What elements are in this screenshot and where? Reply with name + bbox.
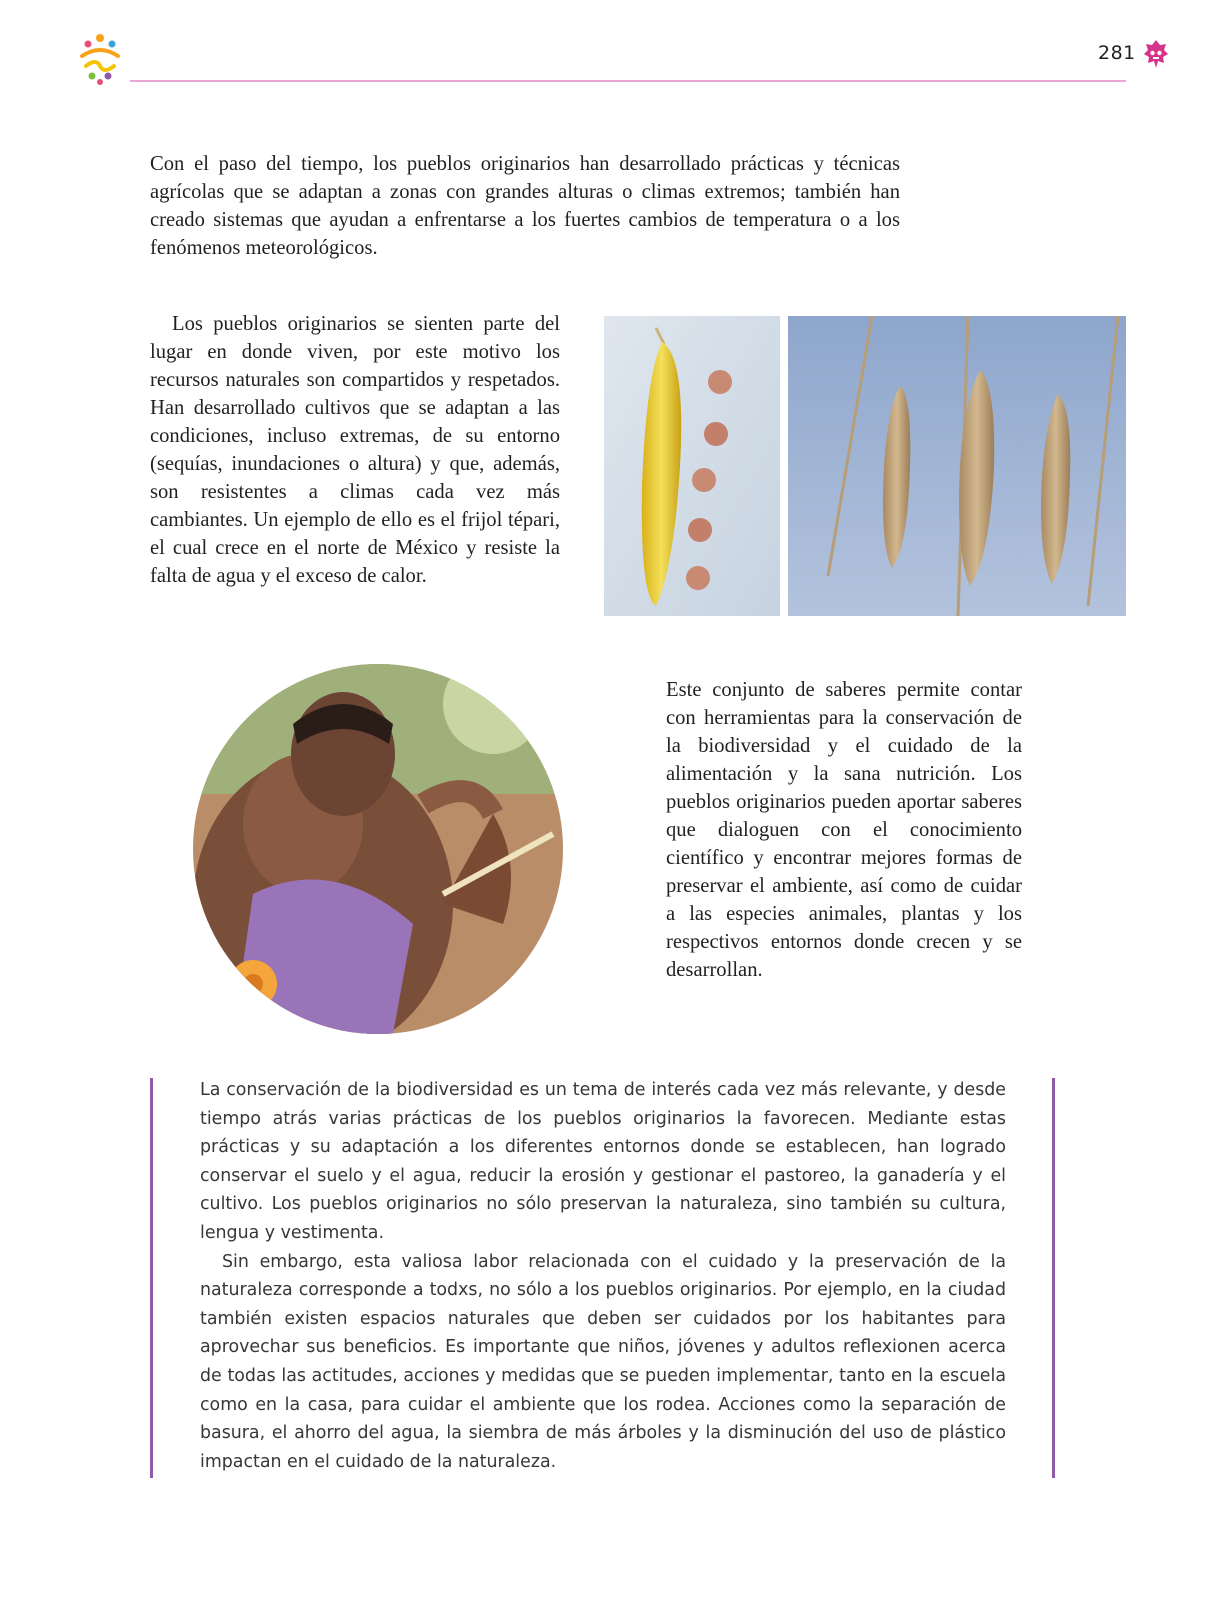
yellow-bean-pod-photo (604, 316, 780, 616)
mask-ornament-icon (1143, 38, 1169, 70)
box-paragraph-1: La conservación de la biodiversidad es un tema de interés cada vez más relevante, y desde tiempo atrás varias prácticas de los pueblos originarios la favorecen. Mediante estas prácticas y su adaptación a los diferentes entornos donde se establecen, han logrado conservar el suelo y el agua, reducir la erosión y gestionar el pastoreo, la ganadería y el cultivo. Los pueblos originarios no sólo preservan la naturaleza, sino también su cultura, lengua y vestimenta. (200, 1080, 1006, 1243)
header-rule (130, 80, 1126, 82)
logo-icon (72, 30, 128, 86)
box-paragraph-2: Sin embargo, esta valiosa labor relacionada con el cuidado y la preservación de la naturaleza corresponde a todxs, no sólo a los pueblos originarios. Por ejemplo, en la ciudad también existen espacios naturales que deben ser cuidados por los habitantes para aprovechar sus beneficios. Es importante que niños, jóvenes y adultos reflexionen acerca de todas las actitudes, acciones y medidas que se pueden implementar, tanto en la escuela como en la casa, para cuidar el ambiente que los rodea. Acciones como la separación de basura, el ahorro del agua, la siembra de más árboles y la disminución del uso de plástico impactan en el cuidado de la naturaleza. (200, 1251, 1006, 1472)
right-column (666, 676, 1022, 984)
tepari-paragraph: Los pueblos originarios se sienten parte del lugar en donde viven, por este motivo los recursos naturales son compartidos y respetados. Han desarrollado cultivos que se adaptan a las condiciones, incluso extremas, de su entorno (sequías, inundaciones o altura) y que, además, son resistentes a climas cada vez más cambiantes. Un ejemplo de ello es el frijol tépari, el cual crece en el norte de México y resiste la falta de agua y el exceso de calor. (150, 313, 560, 587)
left-column (150, 310, 560, 590)
biodiversity-box (200, 1076, 1006, 1476)
intro-paragraph: Con el paso del tiempo, los pueblos originarios han desarrollado prácticas y técnicas agrícolas que se adaptan a zonas con grandes alturas o climas extremos; también han creado sistemas que ayudan a enfrentarse a los fuertes cambios de temperatura o a los fenómenos meteorológicos. (150, 153, 900, 259)
women-working-photo (193, 664, 563, 1034)
box-rule-left (150, 1078, 153, 1478)
page-number: 281 (1098, 42, 1136, 64)
dry-bean-pods-photo (788, 316, 1126, 616)
saberes-paragraph: Este conjunto de saberes permite contar con herramientas para la conservación de la biodiversidad y el cuidado de la alimentación y la sana nutrición. Los pueblos originarios pueden aportar saberes que dialoguen con el conocimiento científico y encontrar mejores formas de preservar el ambiente, así como de cuidar a las especies animales, plantas y los respectivos entornos donde crecen y se desarrollan. (666, 679, 1022, 981)
box-rule-right (1052, 1078, 1055, 1478)
